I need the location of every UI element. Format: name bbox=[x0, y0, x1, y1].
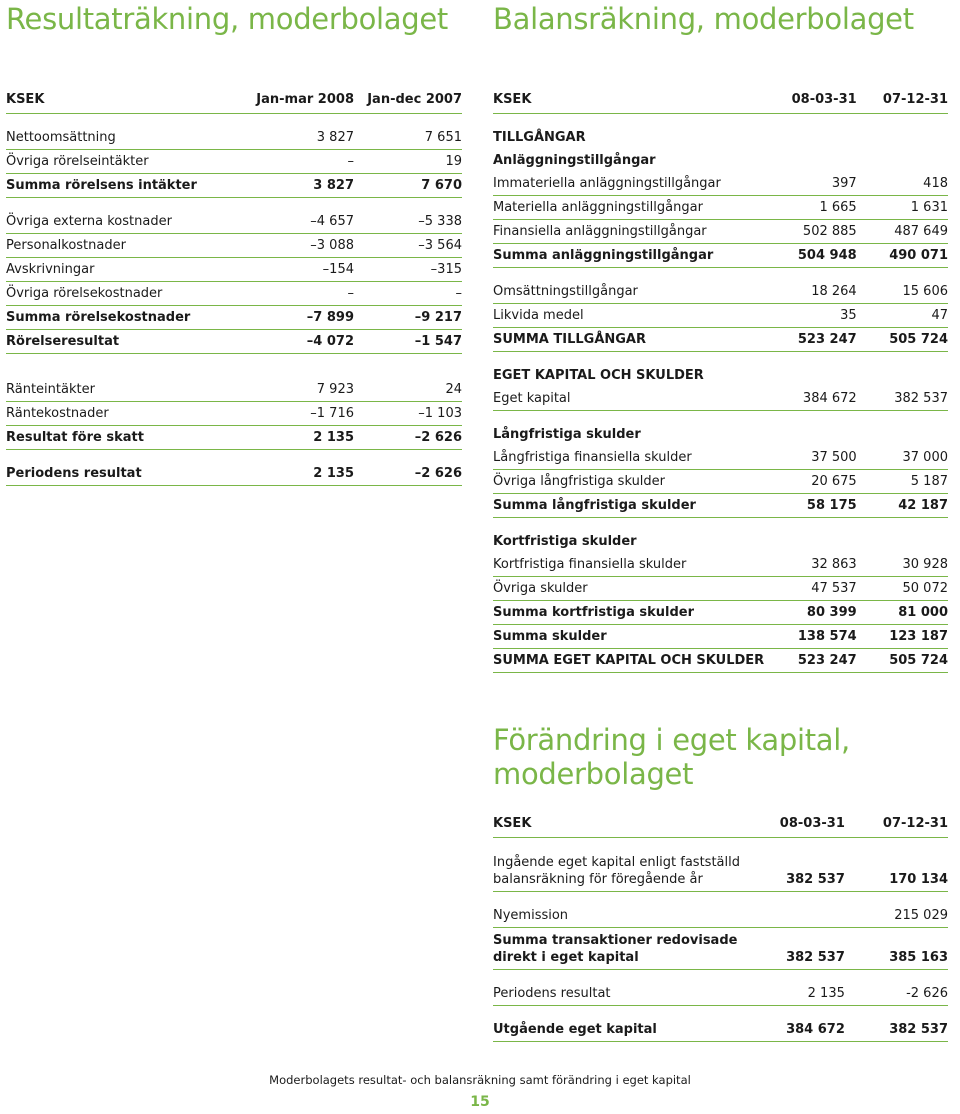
row-label: Omsättningstillgångar bbox=[493, 280, 764, 304]
row-value-b: 47 bbox=[857, 304, 948, 328]
row-value-a: 35 bbox=[764, 304, 857, 328]
row-label: Övriga externa kostnader bbox=[6, 210, 244, 234]
table-row bbox=[6, 234, 462, 258]
row-value-a: 37 500 bbox=[764, 446, 857, 470]
table-row bbox=[493, 577, 948, 601]
row-label: Periodens resultat bbox=[6, 462, 244, 486]
table-row bbox=[493, 304, 948, 328]
row-label: Rörelseresultat bbox=[6, 330, 244, 354]
table-row bbox=[6, 330, 462, 354]
table-row bbox=[493, 280, 948, 304]
row-value-a: 384 672 bbox=[740, 1018, 845, 1042]
table-row bbox=[493, 1018, 948, 1042]
row-label: Kortfristiga finansiella skulder bbox=[493, 553, 764, 577]
header-period-a: Jan-mar 2008 bbox=[244, 86, 354, 114]
row-value-a: 20 675 bbox=[764, 470, 857, 494]
row-value-b: 215 029 bbox=[845, 904, 948, 928]
table-row bbox=[6, 126, 462, 150]
table-row bbox=[493, 172, 948, 196]
row-label: Nettoomsättning bbox=[6, 126, 244, 150]
section-label: TILLGÅNGAR bbox=[493, 130, 586, 145]
row-value-b: 30 928 bbox=[857, 553, 948, 577]
header-period-b: 07-12-31 bbox=[857, 86, 948, 114]
row-label: Summa långfristiga skulder bbox=[493, 494, 764, 518]
header-label: KSEK bbox=[493, 86, 764, 114]
row-value-a: 3 827 bbox=[244, 174, 354, 198]
table-row bbox=[493, 196, 948, 220]
table-row bbox=[6, 150, 462, 174]
row-label: SUMMA EGET KAPITAL OCH SKULDER bbox=[493, 649, 764, 673]
table-row bbox=[493, 928, 948, 970]
row-label: SUMMA TILLGÅNGAR bbox=[493, 328, 764, 352]
balance-sheet-table bbox=[493, 86, 948, 673]
row-label: Periodens resultat bbox=[493, 982, 740, 1006]
row-value-a: 2 135 bbox=[244, 426, 354, 450]
row-label: Summa rörelsekostnader bbox=[6, 306, 244, 330]
income-statement-title: Resultaträkning, moderbolaget bbox=[6, 2, 448, 36]
row-value-a: 32 863 bbox=[764, 553, 857, 577]
equity-change-title bbox=[493, 723, 953, 791]
row-label: Nyemission bbox=[493, 904, 740, 928]
row-label-line2: balansräkning för föregående år bbox=[493, 872, 703, 887]
table-row bbox=[6, 378, 462, 402]
table-row bbox=[493, 982, 948, 1006]
row-label: Summa rörelsens intäkter bbox=[6, 174, 244, 198]
row-value-b: 418 bbox=[857, 172, 948, 196]
header-label: KSEK bbox=[493, 810, 740, 838]
row-label: Immateriella anläggningstillgångar bbox=[493, 172, 764, 196]
row-value-a: 47 537 bbox=[764, 577, 857, 601]
row-value-a: – bbox=[244, 282, 354, 306]
table-row bbox=[493, 494, 948, 518]
equity-title-line1: Förändring i eget kapital, bbox=[493, 723, 850, 757]
row-value-a: 138 574 bbox=[764, 625, 857, 649]
row-value-b: 7 651 bbox=[354, 126, 462, 150]
row-value-b: –315 bbox=[354, 258, 462, 282]
header-label: KSEK bbox=[6, 86, 244, 114]
table-row bbox=[6, 462, 462, 486]
row-label: Övriga skulder bbox=[493, 577, 764, 601]
row-value-b: 490 071 bbox=[857, 244, 948, 268]
row-label: Eget kapital bbox=[493, 387, 764, 411]
section-heading bbox=[493, 149, 948, 172]
row-value-b: 5 187 bbox=[857, 470, 948, 494]
footer-caption: Moderbolagets resultat- och balansräkning samt förändring i eget kapital bbox=[269, 1073, 691, 1087]
table-header bbox=[6, 86, 462, 114]
row-label: Räntekostnader bbox=[6, 402, 244, 426]
table-row bbox=[493, 850, 948, 892]
row-value-b: –2 626 bbox=[354, 462, 462, 486]
row-value-a: 3 827 bbox=[244, 126, 354, 150]
row-value-a: 502 885 bbox=[764, 220, 857, 244]
table-row bbox=[6, 174, 462, 198]
table-row bbox=[493, 904, 948, 928]
equity-title-line2: moderbolaget bbox=[493, 757, 694, 791]
row-value-a: 382 537 bbox=[740, 928, 845, 970]
table-row bbox=[493, 625, 948, 649]
table-row bbox=[6, 426, 462, 450]
section-label: Långfristiga skulder bbox=[493, 427, 641, 442]
table-row bbox=[493, 387, 948, 411]
row-value-a: 397 bbox=[764, 172, 857, 196]
row-value-a: –1 716 bbox=[244, 402, 354, 426]
row-value-a: –154 bbox=[244, 258, 354, 282]
row-label bbox=[493, 928, 740, 970]
row-value-b: 385 163 bbox=[845, 928, 948, 970]
table-header bbox=[493, 810, 948, 838]
section-label: Kortfristiga skulder bbox=[493, 534, 637, 549]
header-period-b: 07-12-31 bbox=[845, 810, 948, 838]
table-row bbox=[6, 402, 462, 426]
row-value-a: 504 948 bbox=[764, 244, 857, 268]
table-row bbox=[493, 649, 948, 673]
row-value-b: 7 670 bbox=[354, 174, 462, 198]
row-value-a: –4 657 bbox=[244, 210, 354, 234]
header-period-b: Jan-dec 2007 bbox=[354, 86, 462, 114]
row-label: Långfristiga finansiella skulder bbox=[493, 446, 764, 470]
row-value-b: –1 103 bbox=[354, 402, 462, 426]
row-value-a: 2 135 bbox=[740, 982, 845, 1006]
row-value-a: 382 537 bbox=[740, 850, 845, 892]
row-label: Övriga rörelseintäkter bbox=[6, 150, 244, 174]
row-value-b: 24 bbox=[354, 378, 462, 402]
section-heading bbox=[493, 423, 948, 446]
row-label: Finansiella anläggningstillgångar bbox=[493, 220, 764, 244]
table-row bbox=[493, 601, 948, 625]
table-row bbox=[6, 258, 462, 282]
row-value-b: -2 626 bbox=[845, 982, 948, 1006]
row-value-b: 382 537 bbox=[857, 387, 948, 411]
row-value-b: –5 338 bbox=[354, 210, 462, 234]
row-value-a: 2 135 bbox=[244, 462, 354, 486]
row-label: Resultat före skatt bbox=[6, 426, 244, 450]
row-value-b: –2 626 bbox=[354, 426, 462, 450]
row-value-b: 170 134 bbox=[845, 850, 948, 892]
row-value-a: –7 899 bbox=[244, 306, 354, 330]
page-number: 15 bbox=[470, 1094, 490, 1110]
row-value-a: 7 923 bbox=[244, 378, 354, 402]
row-value-b: 15 606 bbox=[857, 280, 948, 304]
section-heading bbox=[493, 530, 948, 553]
header-period-a: 08-03-31 bbox=[764, 86, 857, 114]
row-label: Summa kortfristiga skulder bbox=[493, 601, 764, 625]
header-period-a: 08-03-31 bbox=[740, 810, 845, 838]
row-value-b: 1 631 bbox=[857, 196, 948, 220]
row-label-line1: Ingående eget kapital enligt fastställd bbox=[493, 855, 740, 870]
table-row bbox=[493, 553, 948, 577]
row-value-a: –3 088 bbox=[244, 234, 354, 258]
row-value-b: –1 547 bbox=[354, 330, 462, 354]
row-value-b: 19 bbox=[354, 150, 462, 174]
row-value-b: 42 187 bbox=[857, 494, 948, 518]
balance-sheet-title: Balansräkning, moderbolaget bbox=[493, 2, 914, 36]
row-label-line2: direkt i eget kapital bbox=[493, 950, 639, 965]
table-row bbox=[493, 446, 948, 470]
row-value-b: 81 000 bbox=[857, 601, 948, 625]
row-label: Avskrivningar bbox=[6, 258, 244, 282]
table-row bbox=[493, 328, 948, 352]
section-label: Anläggningstillgångar bbox=[493, 153, 656, 168]
row-label: Likvida medel bbox=[493, 304, 764, 328]
row-label: Summa skulder bbox=[493, 625, 764, 649]
row-value-a: – bbox=[244, 150, 354, 174]
row-value-b: 50 072 bbox=[857, 577, 948, 601]
row-label bbox=[493, 850, 740, 892]
table-row bbox=[493, 244, 948, 268]
row-value-b: –9 217 bbox=[354, 306, 462, 330]
row-value-a: 58 175 bbox=[764, 494, 857, 518]
table-row bbox=[6, 306, 462, 330]
row-value-b: 37 000 bbox=[857, 446, 948, 470]
row-value-a: 80 399 bbox=[764, 601, 857, 625]
row-value-a bbox=[740, 904, 845, 928]
row-label: Övriga långfristiga skulder bbox=[493, 470, 764, 494]
row-value-b: – bbox=[354, 282, 462, 306]
table-row bbox=[6, 210, 462, 234]
table-row bbox=[493, 220, 948, 244]
row-label: Övriga rörelsekostnader bbox=[6, 282, 244, 306]
row-value-a: 384 672 bbox=[764, 387, 857, 411]
row-value-a: –4 072 bbox=[244, 330, 354, 354]
row-label: Materiella anläggningstillgångar bbox=[493, 196, 764, 220]
row-value-b: 123 187 bbox=[857, 625, 948, 649]
row-value-b: 505 724 bbox=[857, 649, 948, 673]
table-row bbox=[493, 470, 948, 494]
income-statement-table bbox=[6, 86, 462, 486]
row-value-b: –3 564 bbox=[354, 234, 462, 258]
section-label: EGET KAPITAL OCH SKULDER bbox=[493, 368, 704, 383]
row-value-a: 18 264 bbox=[764, 280, 857, 304]
row-value-a: 1 665 bbox=[764, 196, 857, 220]
row-label-line1: Summa transaktioner redovisade bbox=[493, 933, 738, 948]
row-value-a: 523 247 bbox=[764, 649, 857, 673]
row-label: Utgående eget kapital bbox=[493, 1018, 740, 1042]
row-label: Ränteintäkter bbox=[6, 378, 244, 402]
row-value-b: 505 724 bbox=[857, 328, 948, 352]
section-heading bbox=[493, 364, 948, 387]
table-row bbox=[6, 282, 462, 306]
row-label: Personalkostnader bbox=[6, 234, 244, 258]
row-label: Summa anläggningstillgångar bbox=[493, 244, 764, 268]
table-header bbox=[493, 86, 948, 114]
row-value-b: 487 649 bbox=[857, 220, 948, 244]
section-heading bbox=[493, 126, 948, 149]
row-value-a: 523 247 bbox=[764, 328, 857, 352]
row-value-b: 382 537 bbox=[845, 1018, 948, 1042]
equity-change-table bbox=[493, 810, 948, 1042]
